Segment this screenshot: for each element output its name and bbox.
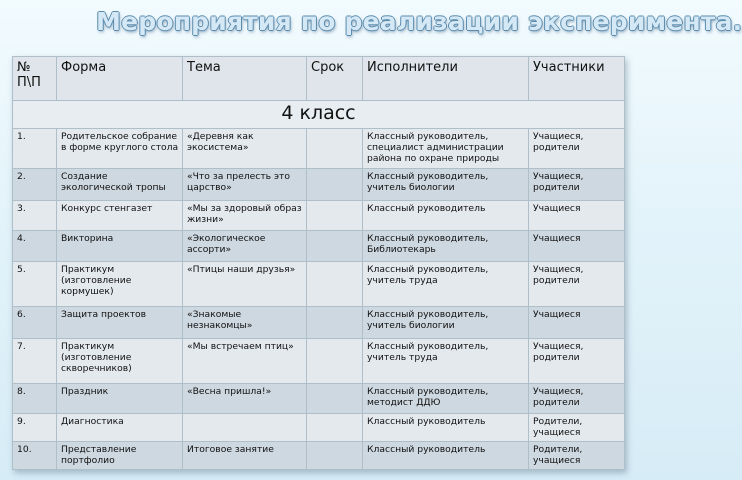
cell-form: Родительское собрание в форме круглого стола <box>57 129 183 169</box>
cell-num: 9. <box>13 414 57 442</box>
table-row <box>13 307 625 339</box>
cell-topic: «Знакомые незнакомцы» <box>183 307 307 339</box>
cell-num: 1. <box>13 129 57 169</box>
cell-participants: Учащиеся <box>529 231 625 262</box>
cell-term <box>307 201 363 231</box>
header-participants: Участники <box>529 57 625 101</box>
cell-performers: Классный руководитель <box>363 201 529 231</box>
table-row <box>13 442 625 470</box>
table-row <box>13 169 625 201</box>
cell-performers: Классный руководитель <box>363 414 529 442</box>
cell-participants: Учащиеся, родители <box>529 262 625 307</box>
header-form: Форма <box>57 57 183 101</box>
cell-topic: «Экологическое ассорти» <box>183 231 307 262</box>
table-row <box>13 384 625 414</box>
cell-form: Представление портфолио <box>57 442 183 470</box>
table-row <box>13 414 625 442</box>
header-row <box>13 57 625 101</box>
cell-participants: Учащиеся, родители <box>529 169 625 201</box>
cell-topic: «Мы за здоровый образ жизни» <box>183 201 307 231</box>
cell-participants: Учащиеся, родители <box>529 129 625 169</box>
cell-term <box>307 307 363 339</box>
cell-term <box>307 231 363 262</box>
cell-participants: Учащиеся <box>529 201 625 231</box>
table-row <box>13 129 625 169</box>
cell-topic <box>183 414 307 442</box>
cell-performers: Классный руководитель, учитель биологии <box>363 307 529 339</box>
cell-topic: Итоговое занятие <box>183 442 307 470</box>
cell-performers: Классный руководитель, специалист администрации района по охране природы <box>363 129 529 169</box>
table-row <box>13 201 625 231</box>
cell-term <box>307 384 363 414</box>
cell-form: Диагностика <box>57 414 183 442</box>
cell-participants: Учащиеся, родители <box>529 339 625 384</box>
cell-form: Викторина <box>57 231 183 262</box>
cell-term <box>307 169 363 201</box>
cell-num: 8. <box>13 384 57 414</box>
cell-form: Практикум (изготовление кормушек) <box>57 262 183 307</box>
cell-performers: Классный руководитель, методист ДДЮ <box>363 384 529 414</box>
cell-form: Практикум (изготовление скворечников) <box>57 339 183 384</box>
cell-topic: «Птицы наши друзья» <box>183 262 307 307</box>
header-num: № П\П <box>13 57 57 101</box>
cell-participants: Учащиеся, родители <box>529 384 625 414</box>
cell-num: 5. <box>13 262 57 307</box>
cell-performers: Классный руководитель, учитель труда <box>363 262 529 307</box>
table-row <box>13 339 625 384</box>
cell-performers: Классный руководитель <box>363 442 529 470</box>
events-table <box>12 56 625 470</box>
grade-label: 4 класс <box>13 101 625 129</box>
cell-topic: «Мы встречаем птиц» <box>183 339 307 384</box>
table-row <box>13 262 625 307</box>
cell-term <box>307 262 363 307</box>
header-performers: Исполнители <box>363 57 529 101</box>
cell-performers: Классный руководитель, учитель биологии <box>363 169 529 201</box>
cell-performers: Классный руководитель, учитель труда <box>363 339 529 384</box>
cell-num: 6. <box>13 307 57 339</box>
cell-term <box>307 129 363 169</box>
cell-form: Защита проектов <box>57 307 183 339</box>
cell-num: 7. <box>13 339 57 384</box>
cell-performers: Классный руководитель, Библиотекарь <box>363 231 529 262</box>
cell-term <box>307 339 363 384</box>
header-topic: Тема <box>183 57 307 101</box>
slide-title: Мероприятия по реализации эксперимента. <box>96 7 742 36</box>
cell-form: Конкурс стенгазет <box>57 201 183 231</box>
cell-participants: Родители, учащиеся <box>529 414 625 442</box>
cell-num: 10. <box>13 442 57 470</box>
cell-participants: Родители, учащиеся <box>529 442 625 470</box>
header-term: Срок <box>307 57 363 101</box>
cell-topic: «Весна пришла!» <box>183 384 307 414</box>
cell-topic: «Деревня как экосистема» <box>183 129 307 169</box>
grade-row <box>13 101 625 129</box>
cell-num: 3. <box>13 201 57 231</box>
cell-num: 4. <box>13 231 57 262</box>
cell-form: Создание экологической тропы <box>57 169 183 201</box>
table-row <box>13 231 625 262</box>
cell-participants: Учащиеся <box>529 307 625 339</box>
cell-term <box>307 442 363 470</box>
cell-term <box>307 414 363 442</box>
cell-topic: «Что за прелесть это царство» <box>183 169 307 201</box>
cell-form: Праздник <box>57 384 183 414</box>
cell-num: 2. <box>13 169 57 201</box>
